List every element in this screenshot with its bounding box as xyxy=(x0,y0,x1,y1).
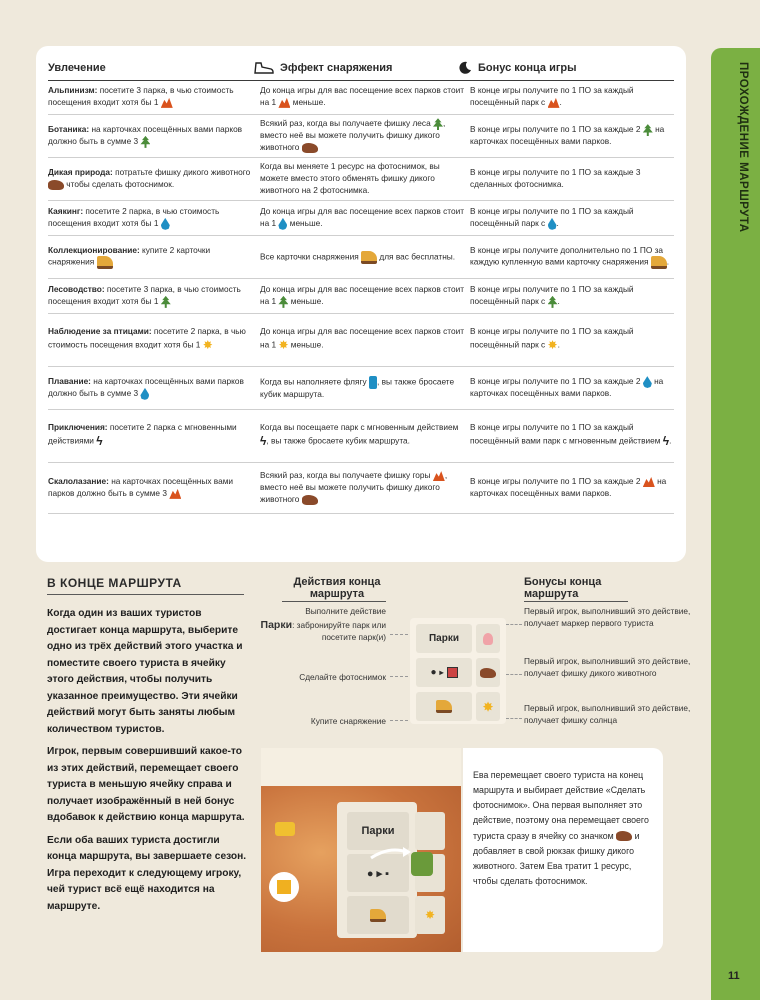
section-body xyxy=(47,606,247,921)
first-tourist-marker-icon xyxy=(483,633,493,645)
tree-icon xyxy=(161,296,171,308)
bison-icon xyxy=(616,831,632,841)
bonuses-title: Бонусы конца маршрута xyxy=(524,576,602,601)
header-hobby: Увлечение xyxy=(48,62,106,74)
hobby-cell: Альпинизм: посетите 3 парка, в чью стоимость посещения входит хотя бы 1 xyxy=(48,85,234,107)
paragraph-2: Игрок, первым совершивший какое-то из этих действий, перемещает своего туриста в меньшую ячейку справа и получает изображённый в ней бонус вдобавок к действию конца маршрута. xyxy=(47,746,245,824)
bonus-wildlife-text: Первый игрок, выполнивший это действие, получает фишку дикого животного xyxy=(524,656,691,678)
actions-divider xyxy=(282,601,386,602)
paragraph-3: Если оба ваших туриста достигли конца маршрута, вы завершаете сезон. Игра переходит к следующему игроку, чей турист всё ещё находится на маршруте. xyxy=(47,834,247,912)
example-bonus-slot-3 xyxy=(415,896,445,934)
bonus-first-tourist-text: Первый игрок, выполнивший это действие, получает маркер первого туриста xyxy=(524,606,691,628)
hobby-rows xyxy=(48,80,674,514)
actions-title: Действия конца маршрута xyxy=(293,576,381,601)
leader-line xyxy=(390,676,408,677)
action-photo-label: Сделайте фотоснимок xyxy=(299,672,386,682)
hobby-cell: Скалолазание: на карточках посещённых вами парков должно быть в сумме 3 xyxy=(48,476,234,498)
sun-icon: ✸ xyxy=(202,338,213,353)
mountain-icon xyxy=(161,98,173,108)
gear-effect-cell: До конца игры для вас посещение всех парков стоит на 1 меньше. xyxy=(260,206,465,229)
tourist-meeple xyxy=(411,852,433,876)
bison-icon xyxy=(302,143,318,153)
leader-line xyxy=(390,634,408,635)
endgame-bonus-cell: В конце игры получите по 1 ПО за каждый посещённый парк с ✸. xyxy=(470,314,674,366)
table-row xyxy=(48,279,674,314)
gear-effect-cell: До конца игры для вас посещение всех парков стоит на 1 ✸ меньше. xyxy=(260,314,470,366)
bonus-slot-sun xyxy=(476,692,500,721)
header-gear: Эффект снаряжения xyxy=(254,62,458,74)
tree-icon xyxy=(140,136,150,148)
table-row xyxy=(48,236,674,279)
section-divider xyxy=(47,594,244,595)
chapter-title: ПРОХОЖДЕНИЕ МАРШРУТА xyxy=(737,62,749,233)
endgame-bonus-cell: В конце игры получите по 1 ПО за каждые 2 на карточках посещённых вами парков. xyxy=(470,376,664,399)
hobby-cell: Приключения: посетите 2 парка с мгновенными действиями ϟ xyxy=(48,410,260,462)
table-row xyxy=(48,463,674,514)
resource-icon: ● xyxy=(430,667,437,678)
hobby-cell: Коллекционирование: купите 2 карточки снаряжения xyxy=(48,236,260,278)
example-caption: Ева перемещает своего туриста на конец маршрута и выбирает действие «Сделать фотоснимок». Она первая выполняет это действие, поэтому она перемещает своего туриста сразу в ячейку со значком и добавляет в свой рюкзак фишку дикого животного. Затем Ева тратит 1 ресурс, чтобы сделать фотоснимок. xyxy=(473,770,649,886)
leader-line xyxy=(506,718,522,719)
action-gear-label: Купите снаряжение xyxy=(310,716,386,726)
boot-outline-icon xyxy=(254,62,274,74)
lightning-icon: ϟ xyxy=(96,434,103,449)
boot-icon xyxy=(97,256,113,269)
slot-photo xyxy=(416,658,472,687)
table-row xyxy=(48,201,674,236)
endgame-bonus-cell: В конце игры получите дополнительно по 1 ПО за каждую купленную вами карточку снаряжения . xyxy=(470,236,674,278)
mountain-icon xyxy=(169,489,181,499)
token-stack xyxy=(275,822,295,836)
boot-icon xyxy=(370,909,386,922)
mountain-icon xyxy=(643,477,655,487)
table-row xyxy=(48,410,674,463)
action-parks-label: Выполните действие Парки: забронируйте парк или посетите парк(и) xyxy=(260,606,386,643)
boot-icon xyxy=(436,700,452,713)
sun-icon: ✸ xyxy=(482,699,494,714)
section-title: В КОНЦЕ МАРШРУТА xyxy=(47,576,182,590)
end-route-board xyxy=(410,618,506,724)
table-header xyxy=(48,56,674,81)
endgame-bonus-cell: В конце игры получите по 1 ПО за каждый посещённый парк с . xyxy=(470,284,634,307)
moon-icon xyxy=(458,61,472,75)
endgame-bonus-cell: В конце игры получите по 1 ПО за каждый посещённый парк с . xyxy=(470,206,634,229)
gear-effect-cell: Когда вы наполняете флягу , вы также бросаете кубик маршрута. xyxy=(260,376,455,399)
water-drop-icon xyxy=(161,218,170,230)
example-slot-gear xyxy=(347,896,409,934)
bonuses-divider xyxy=(524,601,628,602)
table-row xyxy=(48,80,674,115)
endgame-bonus-cell: В конце игры получите по 1 ПО за каждые 2 на карточках посещённых вами парков. xyxy=(470,476,667,498)
mountain-icon xyxy=(433,471,445,481)
hobby-table-card xyxy=(36,46,686,562)
bonus-slot-first-tourist xyxy=(476,624,500,653)
table-row xyxy=(48,367,674,410)
hobby-cell: Лесоводство: посетите 3 парка, в чью стоимость посещения входит хотя бы 1 xyxy=(48,284,241,307)
sun-icon: ✸ xyxy=(278,338,289,353)
bison-icon xyxy=(302,495,318,505)
tree-icon xyxy=(643,124,653,136)
endgame-bonus-cell: В конце игры получите по 1 ПО за каждые 2 на карточках посещённых вами парков. xyxy=(470,124,665,147)
slot-gear xyxy=(416,692,472,721)
move-arrow-icon xyxy=(369,844,413,862)
page-number: 11 xyxy=(728,970,740,982)
gear-effect-cell: Когда вы посещаете парк с мгновенным действием ϟ, вы также бросаете кубик маршрута. xyxy=(260,410,470,462)
mountain-icon xyxy=(278,98,290,108)
lightning-icon: ϟ xyxy=(662,434,670,449)
flask-icon xyxy=(369,376,377,389)
water-drop-icon xyxy=(643,376,652,388)
track-strip xyxy=(261,748,461,786)
photo-icon xyxy=(447,667,458,678)
header-bonus: Бонус конца игры xyxy=(458,61,674,75)
water-drop-icon xyxy=(548,218,557,230)
example-slot-parks: Парки xyxy=(347,812,409,850)
example-illustration xyxy=(261,748,461,952)
gear-effect-cell: До конца игры для вас посещение всех парков стоит на 1 меньше. xyxy=(260,85,465,107)
lightning-icon: ϟ xyxy=(260,434,267,449)
endgame-bonus-cell: В конце игры получите по 1 ПО за каждые 3 сделанных фотоснимка. xyxy=(470,167,641,189)
bison-icon xyxy=(480,668,496,678)
hobby-cell: Наблюдение за птицами: посетите 2 парка, в чью стоимость посещения входит хотя бы 1 ✸ xyxy=(48,314,260,366)
bonus-slot-wildlife xyxy=(476,658,500,687)
boot-icon xyxy=(651,256,667,269)
tree-icon xyxy=(548,296,558,308)
hobby-cell: Ботаника: на карточках посещённых вами парков должно быть в сумме 3 xyxy=(48,124,243,147)
endgame-bonus-cell: В конце игры получите по 1 ПО за каждый посещённый вами парк с мгновенным действием ϟ. xyxy=(470,410,674,462)
tree-icon xyxy=(433,118,443,130)
water-drop-icon xyxy=(140,388,149,400)
boot-icon xyxy=(361,251,377,264)
example-bonus-slot-1 xyxy=(415,812,445,850)
bison-icon xyxy=(48,180,64,190)
sun-icon: ✸ xyxy=(547,338,558,353)
gear-effect-cell: До конца игры для вас посещение всех парков стоит на 1 меньше. xyxy=(260,284,465,307)
gear-effect-cell: Всякий раз, когда вы получаете фишку горы , вместо неё вы можете получить фишку дикого животного xyxy=(260,470,448,504)
mountain-icon xyxy=(548,98,560,108)
gear-effect-cell: Все карточки снаряжения для вас бесплатны. xyxy=(260,236,470,278)
leader-line xyxy=(506,674,522,675)
table-row xyxy=(48,158,674,201)
hobby-cell: Плавание: на карточках посещённых вами парков должно быть в сумме 3 xyxy=(48,376,244,399)
gear-effect-cell: Когда вы меняете 1 ресурс на фотоснимок, вы можете вместо этого обменять фишку дикого животного на 2 фотоснимка. xyxy=(260,161,440,195)
leader-line xyxy=(390,720,408,721)
endgame-bonus-cell: В конце игры получите по 1 ПО за каждый посещённый парк с . xyxy=(470,85,634,107)
example-slot-photo: ● ▸ ▪ xyxy=(347,854,409,892)
gear-effect-cell: Всякий раз, когда вы получаете фишку леса , вместо неё вы можете получить фишку дикого животного xyxy=(260,118,446,152)
sun-icon: ✸ xyxy=(424,908,436,922)
resource-cube xyxy=(277,880,291,894)
bonus-sun-text: Первый игрок, выполнивший это действие, получает фишку солнца xyxy=(524,703,691,725)
tree-icon xyxy=(278,296,288,308)
arrow-icon: ▸ xyxy=(439,668,444,677)
hobby-cell: Каякинг: посетите 2 парка, в чью стоимость посещения входит хотя бы 1 xyxy=(48,206,220,229)
table-row xyxy=(48,314,674,367)
paragraph-1: Когда один из ваших туристов достигает конца маршрута, выберите одно из трёх действий этого участка и поместите своего туриста в ячейку этого действия, чтобы получить указанное преимущество. Эти ячейки действий могут быть заняты любым количеством туристов. xyxy=(47,608,243,735)
slot-parks: Парки xyxy=(416,624,472,653)
leader-line xyxy=(506,624,522,625)
table-row xyxy=(48,115,674,158)
hobby-cell: Дикая природа: потратьте фишку дикого животного чтобы сделать фотоснимок. xyxy=(48,167,251,189)
